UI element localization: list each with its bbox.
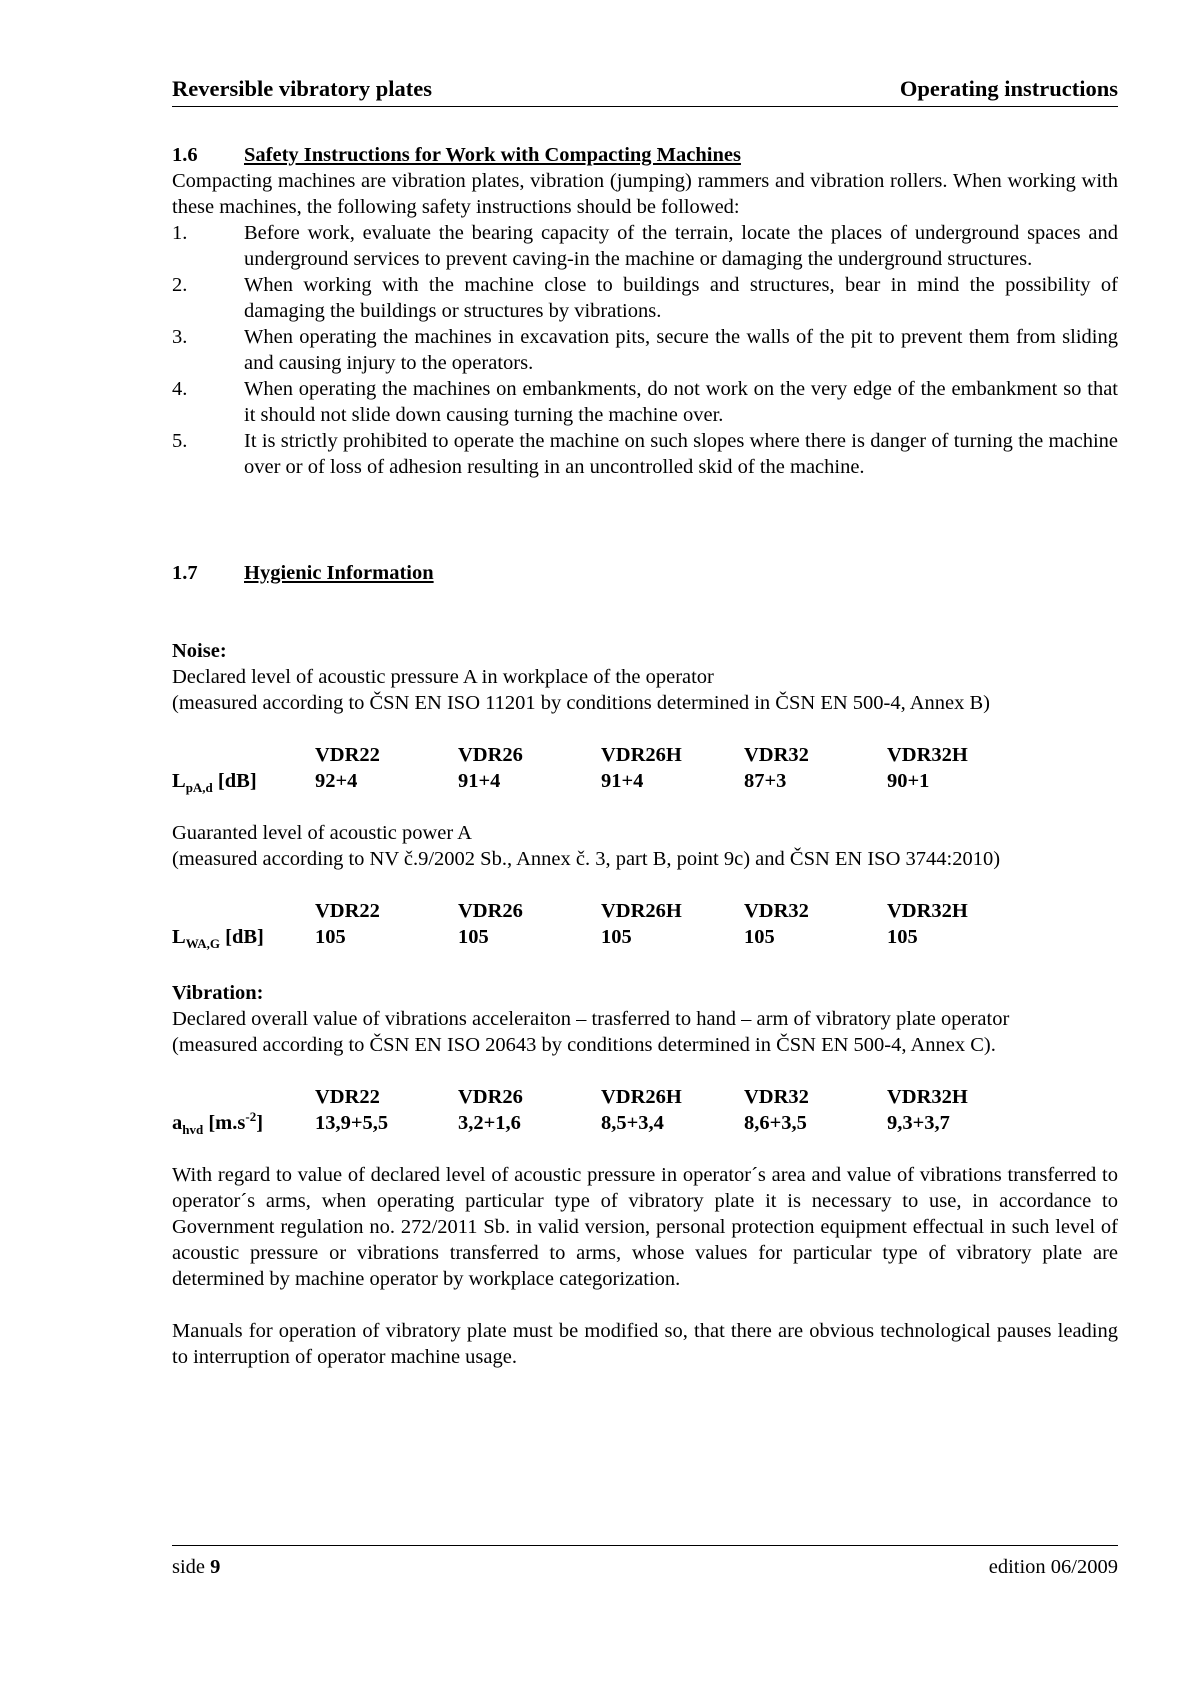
model-header: VDR26H <box>601 900 682 922</box>
vibration-heading: Vibration: <box>172 982 264 1004</box>
pauses-paragraph: Manuals for operation of vibratory plate must be modified so, that there are obvious technological pauses leading to interruption of operator machine usage. <box>172 1320 1118 1368</box>
noise-block <box>172 638 1118 716</box>
model-header: VDR26 <box>458 744 523 766</box>
table-row <box>172 898 1030 924</box>
section-1-6-title: 1.6 Safety Instructions for Work with Compacting Machines <box>172 144 741 166</box>
vibration-table <box>172 1084 1030 1136</box>
table-cell: 8,6+3,5 <box>744 1112 807 1134</box>
section-1-7-title: 1.7 Hygienic Information <box>172 562 434 584</box>
table-cell: 91+4 <box>458 770 501 792</box>
power-table <box>172 898 1030 950</box>
noise-pressure-desc: Declared level of acoustic pressure A in workplace of the operator <box>172 666 714 688</box>
power-method: (measured according to NV č.9/2002 Sb., Annex č. 3, part B, point 9c) and ČSN EN ISO 3744:2010) <box>172 848 1001 870</box>
model-header: VDR22 <box>315 1086 380 1108</box>
table-cell: 105 <box>601 926 632 948</box>
table-cell: 9,3+3,7 <box>887 1112 950 1134</box>
pressure-table <box>172 742 1030 794</box>
noise-heading: Noise: <box>172 640 227 662</box>
pressure-label: $L_{pA,d}$ [dB] <box>172 770 257 796</box>
list-item: 5. It is strictly prohibited to operate the machine on such slopes where there is danger of turning the machine over or of loss of adhesion resulting in an uncontrolled skid of the machine. <box>172 430 1118 478</box>
list-item: 4. When operating the machines on embankments, do not work on the very edge of the embankment so that it should not slide down causing turning the machine over. <box>172 378 1118 426</box>
page-number: side 9 <box>172 1556 221 1578</box>
table-cell: 8,5+3,4 <box>601 1112 664 1134</box>
vibration-label: $a_{hvd}$ $[m.s^{-2}]$ <box>172 1109 264 1138</box>
power-desc: Guaranted level of acoustic power A <box>172 822 472 844</box>
table-cell: 105 <box>744 926 775 948</box>
noise-pressure-method: (measured according to ČSN EN ISO 11201 by conditions determined in ČSN EN 500-4, Annex B) <box>172 692 990 714</box>
section-1-6-intro: Compacting machines are vibration plates, vibration (jumping) rammers and vibration rollers. When working with these machines, the following safety instructions should be followed: <box>172 170 1118 218</box>
power-label: $L_{WA,G}$ [dB] <box>172 926 264 952</box>
vibration-block <box>172 980 1118 1058</box>
protection-paragraph: With regard to value of declared level of acoustic pressure in operator´s area and value of vibrations transferred to operator´s arms, when operating particular type of vibratory plate it is necessary to use, in accordance to Government regulation no. 272/2011 Sb. in valid version, personal protection equipment effectual in such level of acoustic pressure or vibrations transferred to arms, whose values for particular type of vibratory plate are determined by machine operator by workplace categorization. <box>172 1164 1118 1290</box>
section-1-6 <box>172 142 1118 480</box>
table-row <box>172 768 1030 794</box>
model-header: VDR26H <box>601 744 682 766</box>
vibration-method: (measured according to ČSN EN ISO 20643 by conditions determined in ČSN EN 500-4, Annex C). <box>172 1034 996 1056</box>
table-row <box>172 924 1030 950</box>
model-header: VDR22 <box>315 744 380 766</box>
table-cell: 3,2+1,6 <box>458 1112 521 1134</box>
power-block <box>172 820 1118 872</box>
list-item: 1. Before work, evaluate the bearing capacity of the terrain, locate the places of underground spaces and underground services to prevent caving-in the machine or damaging the underground structures. <box>172 222 1118 270</box>
table-cell: 91+4 <box>601 770 644 792</box>
table-cell: 105 <box>887 926 918 948</box>
model-header: VDR26H <box>601 1086 682 1108</box>
table-cell: 92+4 <box>315 770 358 792</box>
table-cell: 87+3 <box>744 770 787 792</box>
model-header: VDR26 <box>458 900 523 922</box>
edition-label: edition 06/2009 <box>988 1556 1118 1578</box>
model-header: VDR32 <box>744 1086 809 1108</box>
table-row <box>172 742 1030 768</box>
list-item: 3. When operating the machines in excavation pits, secure the walls of the pit to prevent them from sliding and causing injury to the operators. <box>172 326 1118 374</box>
table-row <box>172 1110 1030 1136</box>
vibration-desc: Declared overall value of vibrations acceleraiton – trasferred to hand – arm of vibratory plate operator <box>172 1008 1010 1030</box>
model-header: VDR32 <box>744 744 809 766</box>
model-header: VDR32H <box>887 744 968 766</box>
model-header: VDR32H <box>887 1086 968 1108</box>
model-header: VDR32 <box>744 900 809 922</box>
model-header: VDR26 <box>458 1086 523 1108</box>
model-header: VDR32H <box>887 900 968 922</box>
header-title: Reversible vibratory plates <box>172 76 432 101</box>
page-footer <box>172 1545 1118 1580</box>
table-cell: 105 <box>315 926 346 948</box>
model-header: VDR22 <box>315 900 380 922</box>
page-header <box>172 76 1118 107</box>
table-cell: 13,9+5,5 <box>315 1112 389 1134</box>
list-item: 2. When working with the machine close to buildings and structures, bear in mind the possibility of damaging the buildings or structures by vibrations. <box>172 274 1118 322</box>
table-cell: 105 <box>458 926 489 948</box>
table-cell: 90+1 <box>887 770 930 792</box>
table-row <box>172 1084 1030 1110</box>
header-section: Operating instructions <box>899 76 1118 101</box>
